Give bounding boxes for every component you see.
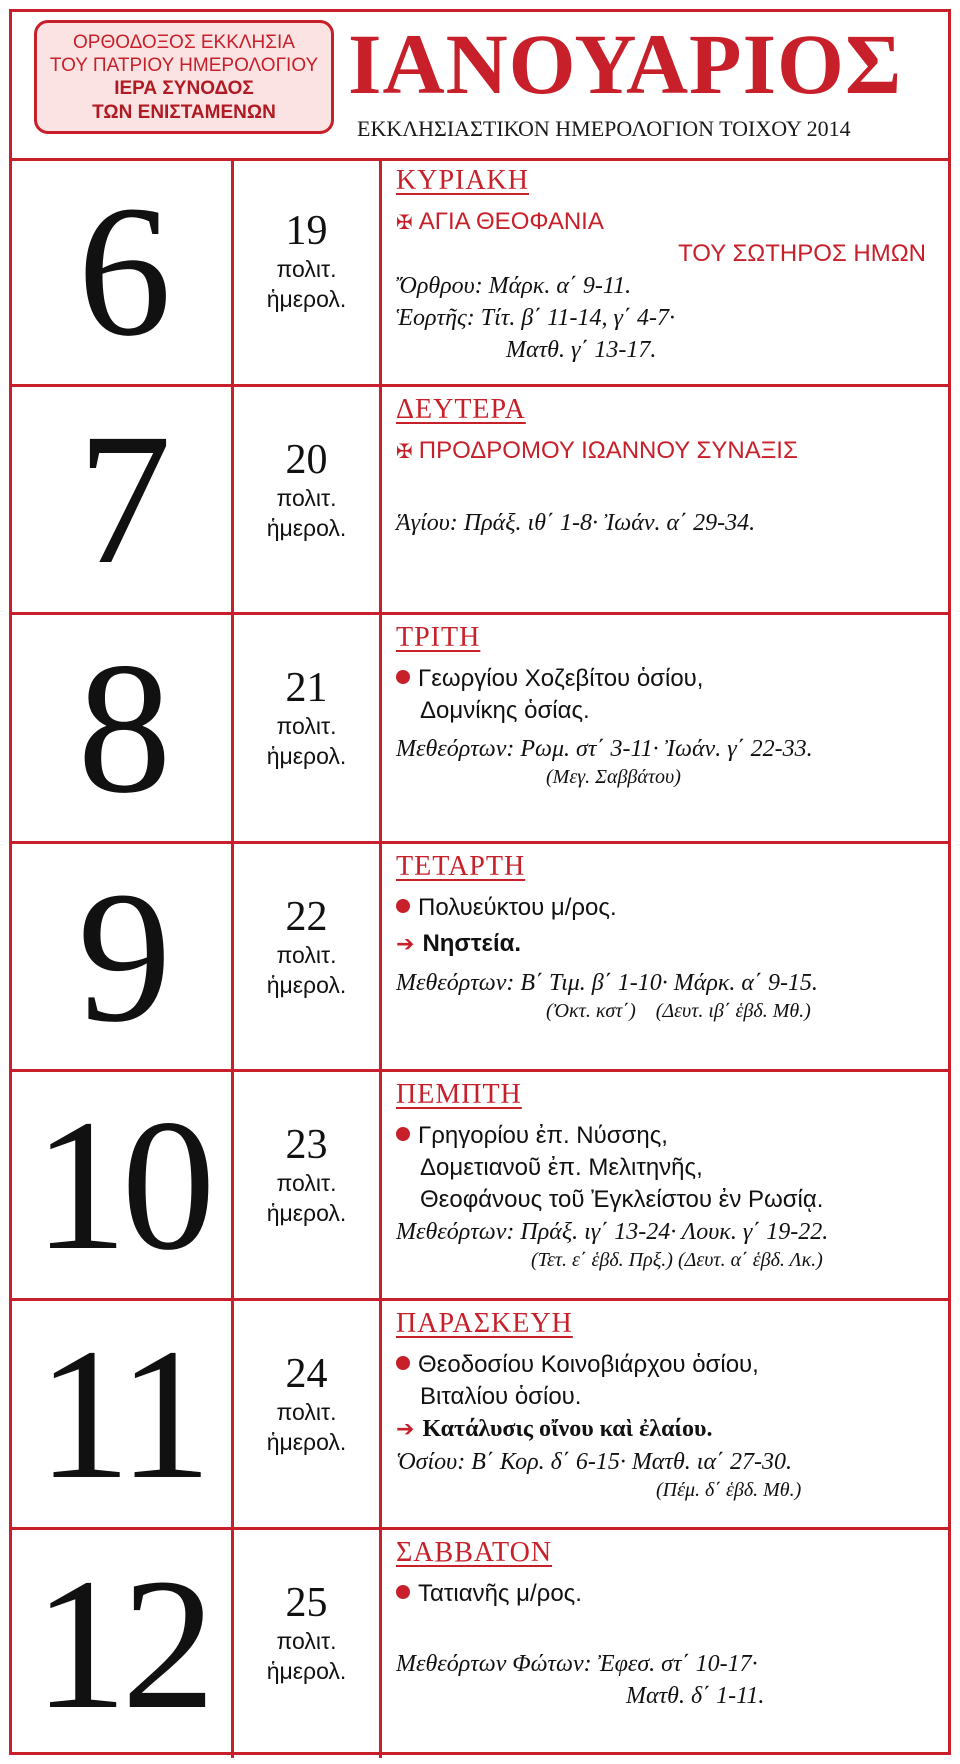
reading-line: Μεθεόρτων Φώτων: Ἐφεσ. στ΄ 10-17· [396,1650,758,1677]
bullet-dot-icon [396,1585,410,1599]
calendar-label: ἡμερολ. [266,286,347,312]
reading-line: Ὁσίου: Β΄ Κορ. δ΄ 6-15· Ματθ. ια΄ 27-30. [396,1448,793,1475]
fasting-note: Κατάλυσις οἴνου καὶ ἐλαίου. [422,1415,713,1442]
calendar-subtitle: ΕΚΚΛΗΣΙΑΣΤΙΚΟΝ ΗΜΕΡΟΛΟΓΙΟΝ ΤΟΙΧΟΥ 2014 [357,116,851,141]
weekday-name: ΚΥΡΙΑΚΗ [396,165,529,196]
civil-day-number: 20 [285,436,328,483]
saint-line: Θεοφάνους τοῦ Ἐγκλείστου ἐν Ρωσίᾳ. [420,1186,824,1214]
day-rows [12,158,948,1758]
reading-line: Ὄρθρου: Μάρκ. α΄ 9-11. [396,273,632,299]
reading-line: Μεθεόρτων: Ρωμ. στ΄ 3-11· Ἰωάν. γ΄ 22-33. [396,736,813,763]
day-content [382,1301,948,1527]
weekday-name: ΠΑΡΑΣΚΕΥΗ [396,1307,573,1339]
civil-label: πολιτ. [276,1627,337,1654]
day-row [12,844,948,1073]
day-content [382,844,948,1070]
reading-note: (Πέμ. δ΄ ἑβδ. Μθ.) [656,1478,802,1501]
reading-note: (Τετ. ε΄ ἑβδ. Πρξ.) (Δευτ. α΄ ἑβδ. Λκ.) [531,1249,823,1272]
day-number: 10 [33,1080,210,1290]
calendar-label: ἡμερολ. [266,971,347,998]
civil-day-number: 25 [285,1579,328,1626]
weekday-name: ΤΕΤΑΡΤΗ [396,850,526,882]
civil-date-cell [234,1301,382,1527]
civil-label: πολιτ. [276,256,337,282]
saint-line: Δομνίκης ὁσίας. [420,697,590,725]
reading-line: Ἑορτῆς: Τίτ. β΄ 11-14, γ΄ 4-7· [396,305,675,331]
reading-line: Ἁγίου: Πράξ. ιθ΄ 1-8· Ἰωάν. α΄ 29-34. [396,509,756,536]
weekday-name: ΣΑΒΒΑΤΟΝ [396,1536,553,1568]
day-row [12,1530,948,1759]
calendar-frame [9,9,951,1755]
arrow-right-icon: ➔ [396,1416,415,1442]
reading-line: Ματθ. γ΄ 13-17. [506,337,657,363]
day-row [12,615,948,844]
day-number-cell [12,387,234,613]
cross-icon: ✠ [396,210,413,234]
church-line-4: ΤΩΝ ΕΝΙΣΤΑΜΕΝΩΝ [92,102,276,123]
day-number: 8 [77,622,166,832]
calendar-label: ἡμερολ. [266,514,347,541]
civil-label: πολιτ. [276,713,337,740]
cross-icon: ✠ [396,438,413,463]
feast-title: ΠΡΟΔΡΟΜΟΥ ΙΩΑΝΝΟΥ ΣΥΝΑΞΙΣ [418,436,798,464]
day-row [12,1301,948,1530]
civil-day-number: 23 [285,1122,328,1169]
civil-date-cell [234,158,382,384]
day-number: 12 [33,1538,210,1748]
civil-date-cell [234,615,382,841]
weekday-name: ΠΕΜΠΤΗ [396,1079,522,1111]
day-content [382,1530,948,1759]
day-content [382,615,948,841]
bullet-dot-icon [396,899,410,913]
month-title: ΙΑΝΟΥΑΡΙΟΣ [348,16,903,112]
church-line-1: ΟΡΘΟΔΟΞΟΣ ΕΚΚΛΗΣΙΑ [73,32,295,53]
bullet-dot-icon [396,1127,410,1141]
day-content [382,158,948,384]
reading-line: Μεθεόρτων: Β΄ Τιμ. β΄ 1-10· Μάρκ. α΄ 9-15. [396,969,818,996]
day-number: 7 [77,394,166,604]
arrow-right-icon: ➔ [396,931,415,957]
church-line-3: ΙΕΡΑ ΣΥΝΟΔΟΣ [114,78,254,99]
feast-title-cont: ΤΟΥ ΣΩΤΗΡΟΣ ΗΜΩΝ [678,240,926,267]
weekday-name: ΔΕΥΤΕΡΑ [396,393,526,425]
civil-date-cell [234,387,382,613]
day-content [382,1072,948,1298]
church-title-box [34,20,334,134]
civil-label: πολιτ. [276,1398,337,1425]
calendar-header [12,12,948,161]
saint-line: Τατιανῆς μ/ρος. [418,1579,582,1607]
calendar-label: ἡμερολ. [266,1200,347,1227]
reading-line: Ματθ. δ΄ 1-11. [626,1682,765,1709]
calendar-label: ἡμερολ. [266,1428,347,1455]
church-line-2: ΤΟΥ ΠΑΤΡΙΟΥ ΗΜΕΡΟΛΟΓΙΟΥ [49,55,319,76]
day-number-cell [12,844,234,1070]
calendar-label: ἡμερολ. [266,1657,347,1684]
day-number-cell [12,158,234,384]
reading-note: (Ὀκτ. κστ΄) (Δευτ. ιβ΄ ἑβδ. Μθ.) [546,999,811,1022]
calendar-label: ἡμερολ. [266,743,347,770]
day-row [12,387,948,616]
civil-date-cell [234,1530,382,1759]
civil-day-number: 24 [285,1350,328,1397]
fasting-note: Νηστεία. [422,929,522,957]
day-number: 11 [36,1308,207,1518]
civil-label: πολιτ. [276,484,337,511]
bullet-dot-icon [396,670,410,684]
day-row [12,1072,948,1301]
reading-line: Μεθεόρτων: Πράξ. ιγ΄ 13-24· Λουκ. γ΄ 19-22. [396,1219,829,1246]
day-number: 6 [77,165,166,375]
day-number: 9 [77,851,166,1061]
day-number-cell [12,1301,234,1527]
civil-day-number: 22 [285,893,328,940]
day-number-cell [12,1530,234,1759]
saint-line: Γρηγορίου ἐπ. Νύσσης, [418,1122,668,1150]
day-number-cell [12,1072,234,1298]
civil-date-cell [234,1072,382,1298]
day-row [12,158,948,387]
civil-label: πολιτ. [276,941,337,968]
bullet-dot-icon [396,1356,410,1370]
saint-line: Θεοδοσίου Κοινοβιάρχου ὁσίου, [418,1350,759,1378]
weekday-name: ΤΡΙΤΗ [396,622,481,654]
civil-label: πολιτ. [276,1170,337,1197]
saint-line: Βιταλίου ὁσίου. [420,1382,582,1410]
day-content [382,387,948,613]
reading-note: (Μεγ. Σαββάτου) [546,766,681,789]
feast-title: ΑΓΙΑ ΘΕΟΦΑΝΙΑ [418,208,604,235]
civil-date-cell [234,844,382,1070]
saint-line: Δομετιανοῦ ἐπ. Μελιτηνῆς, [420,1154,703,1182]
saint-line: Γεωργίου Χοζεβίτου ὁσίου, [418,665,704,693]
day-number-cell [12,615,234,841]
civil-day-number: 21 [285,665,328,712]
saint-line: Πολυεύκτου μ/ρος. [418,893,617,921]
civil-day-number: 19 [285,208,328,254]
